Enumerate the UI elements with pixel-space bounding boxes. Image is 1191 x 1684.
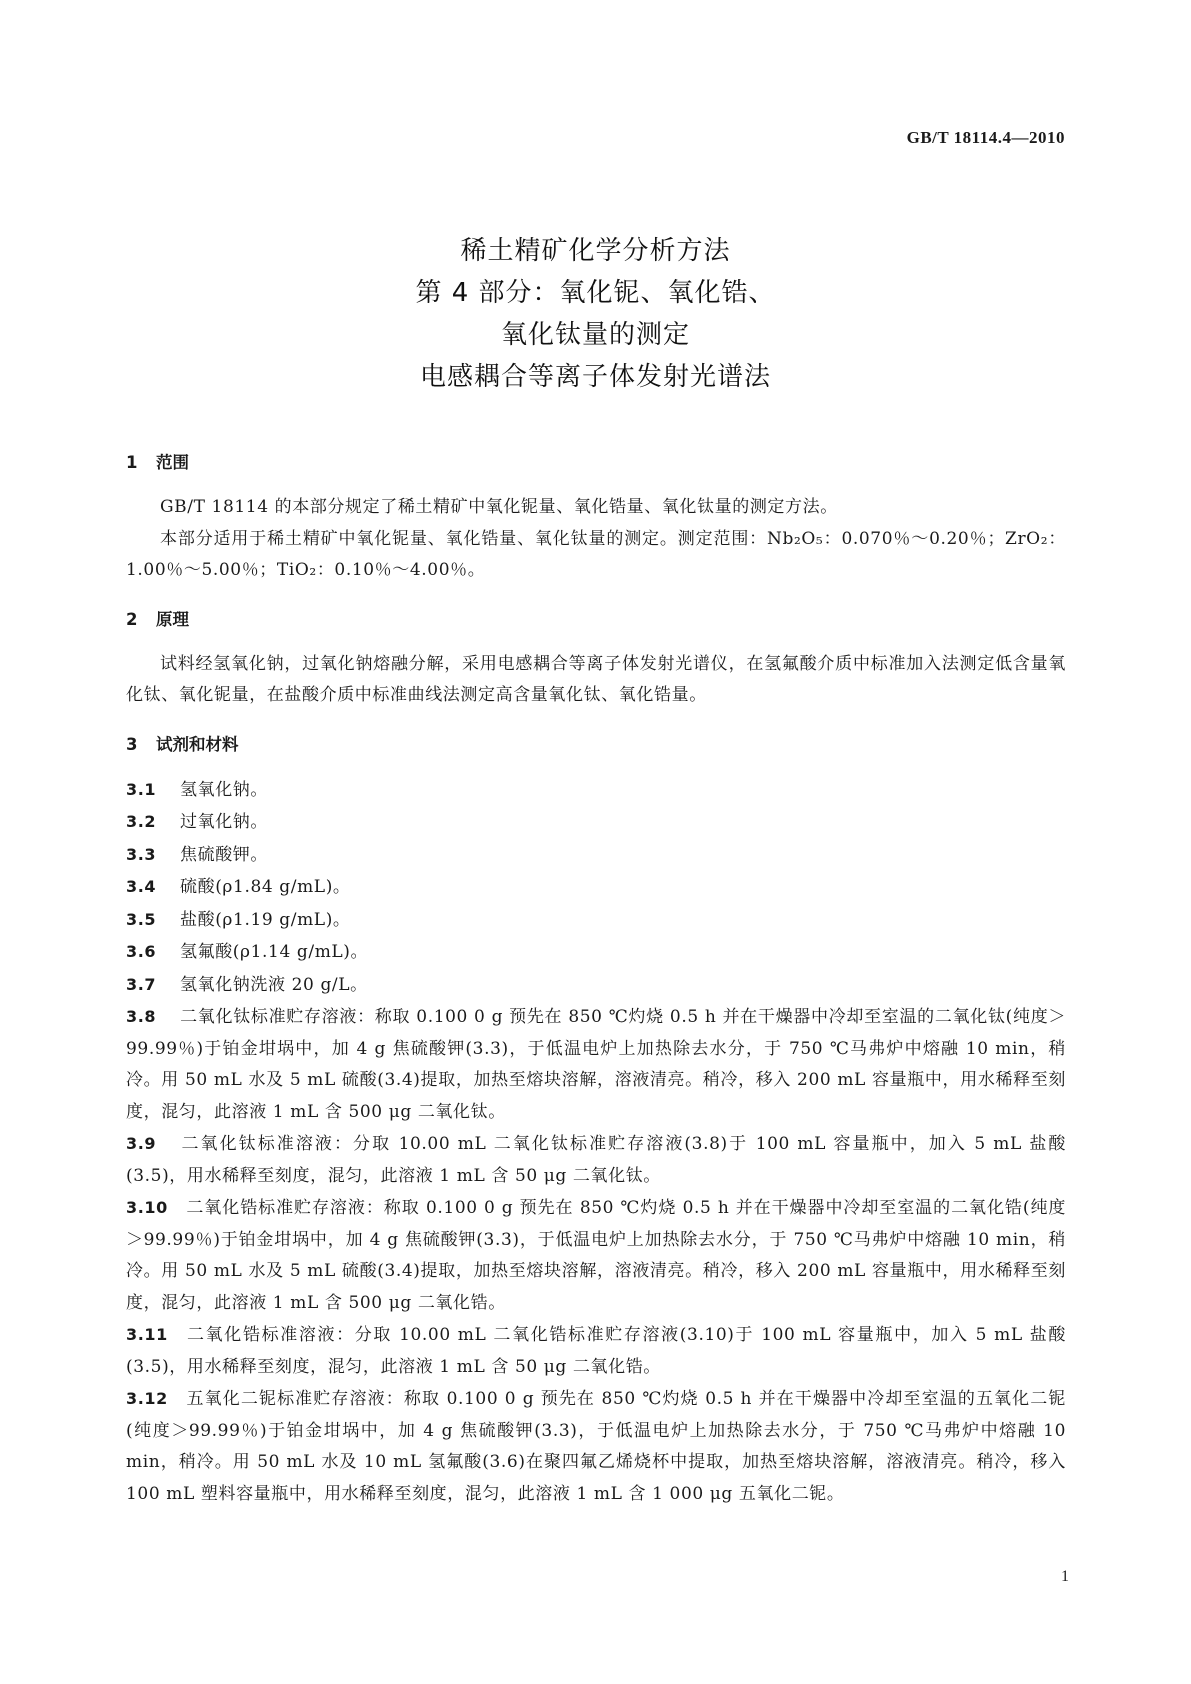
item-text: 二氧化锆标准贮存溶液：称取 0.100 0 g 预先在 850 ℃灼烧 0.5 h 并在干燥器中冷却至室温的二氧化锆(纯度＞99.99％)于铂金坩埚中，加 4 g 焦硫酸钾(3.3)，于低温电炉上加热除去水分，于 750 ℃马弗炉中熔融 10 min，稍冷。用 50 mL 水及 5 mL 硫酸(3.4)提取，加热至熔块溶解，溶液清亮。稍冷，移入 200 mL 容量瓶中，用水稀释至刻度，混匀，此溶液 1 mL 含 500 μg 二氧化锆。 bbox=[126, 1198, 1066, 1313]
reagent-item bbox=[126, 806, 1066, 839]
section-title: 范围 bbox=[156, 453, 189, 472]
standard-code: GB/T 18114.4—2010 bbox=[906, 128, 1065, 147]
title-line-2: 第 4 部分：氧化铌、氧化锆、 bbox=[415, 278, 776, 308]
reagent-item bbox=[126, 774, 1066, 807]
title-line-4: 电感耦合等离子体发射光谱法 bbox=[419, 362, 771, 392]
item-text: 焦硫酸钾。 bbox=[180, 844, 268, 865]
item-number: 3.6 bbox=[126, 942, 157, 961]
reagent-item bbox=[126, 1001, 1066, 1128]
title-line-3: 氧化钛量的测定 bbox=[500, 320, 690, 350]
item-number: 3.5 bbox=[126, 909, 157, 929]
reagent-item bbox=[126, 1383, 1066, 1510]
item-number: 3.4 bbox=[126, 877, 157, 896]
item-text: 氢氟酸(ρ1.14 g/mL)。 bbox=[180, 942, 369, 962]
section-heading-reagents bbox=[126, 730, 1066, 760]
item-number: 3.11 bbox=[126, 1325, 168, 1344]
reagent-item bbox=[126, 871, 1066, 904]
reagent-item bbox=[126, 936, 1066, 969]
item-number: 3.12 bbox=[126, 1389, 168, 1408]
reagent-item bbox=[126, 904, 1066, 937]
item-text: 过氧化钠。 bbox=[180, 812, 268, 832]
item-number: 3.9 bbox=[126, 1134, 157, 1153]
item-text: 五氧化二铌标准贮存溶液：称取 0.100 0 g 预先在 850 ℃灼烧 0.5 h 并在干燥器中冷却至室温的五氧化二铌(纯度＞99.99％)于铂金坩埚中，加 4 g 焦硫酸钾(3.3)，于低温电炉上加热除去水分，于 750 ℃马弗炉中熔融 10 min，稍冷。用 50 mL 水及 10 mL 氢氟酸(3.6)在聚四氟乙烯烧杯中提取，加热至熔块溶解，溶液清亮。稍冷，移入 100 mL 塑料容量瓶中，用水稀释至刻度，混匀，此溶液 1 mL 含 1 000 μg 五氧化二铌。 bbox=[126, 1389, 1066, 1504]
document-body bbox=[126, 448, 1066, 1510]
item-number: 3.7 bbox=[126, 974, 157, 994]
scope-paragraph-2: 本部分适用于稀土精矿中氧化铌量、氧化锆量、氧化钛量的测定。测定范围：Nb₂O₅：0.070％～0.20％；ZrO₂：1.00％～5.00％；TiO₂：0.10％～4.00％。 bbox=[126, 528, 1066, 580]
item-text: 二氧化钛标准溶液：分取 10.00 mL 二氧化钛标准贮存溶液(3.8)于 100 mL 容量瓶中，加入 5 mL 盐酸(3.5)，用水稀释至刻度，混匀，此溶液 1 mL 含 50 μg 二氧化钛。 bbox=[126, 1134, 1066, 1186]
reagent-item bbox=[126, 839, 1066, 872]
item-text: 盐酸(ρ1.19 g/mL)。 bbox=[180, 909, 351, 930]
item-number: 3.2 bbox=[126, 812, 157, 831]
item-number: 3.1 bbox=[126, 779, 157, 799]
item-text: 二氧化钛标准贮存溶液：称取 0.100 0 g 预先在 850 ℃灼烧 0.5 h 并在干燥器中冷却至室温的二氧化钛(纯度＞99.99％)于铂金坩埚中，加 4 g 焦硫酸钾(3.3)，于低温电炉上加热除去水分，于 750 ℃马弗炉中熔融 10 min，稍冷。用 50 mL 水及 5 mL 硫酸(3.4)提取，加热至熔块溶解，溶液清亮。稍冷，移入 200 mL 容量瓶中，用水稀释至刻度，混匀，此溶液 1 mL 含 500 μg 二氧化钛。 bbox=[126, 1007, 1066, 1122]
section-number: 1 bbox=[126, 453, 138, 472]
item-number: 3.10 bbox=[126, 1198, 168, 1217]
scope-paragraph-1: GB/T 18114 的本部分规定了稀土精矿中氧化铌量、氧化锆量、氧化钛量的测定方法。 bbox=[160, 497, 838, 517]
reagent-item bbox=[126, 969, 1066, 1002]
section-heading-scope bbox=[126, 448, 1066, 478]
item-text: 硫酸(ρ1.84 g/mL)。 bbox=[180, 877, 351, 897]
reagent-item bbox=[126, 1192, 1066, 1319]
section-heading-principle bbox=[126, 605, 1066, 635]
item-text: 氢氧化钠。 bbox=[180, 779, 268, 800]
page-number: 1 bbox=[1061, 1568, 1069, 1585]
reagent-item bbox=[126, 1319, 1066, 1383]
section-title: 试剂和材料 bbox=[156, 734, 239, 754]
item-number: 3.8 bbox=[126, 1007, 157, 1026]
principle-paragraph: 试料经氢氧化钠，过氧化钠熔融分解，采用电感耦合等离子体发射光谱仪，在氢氟酸介质中标准加入法测定低含量氧化钛、氧化铌量，在盐酸介质中标准曲线法测定高含量氧化钛、氧化锆量。 bbox=[126, 653, 1066, 705]
item-text: 二氧化锆标准溶液：分取 10.00 mL 二氧化锆标准贮存溶液(3.10)于 100 mL 容量瓶中，加入 5 mL 盐酸(3.5)，用水稀释至刻度，混匀，此溶液 1 mL 含 50 μg 二氧化锆。 bbox=[126, 1325, 1066, 1377]
section-title: 原理 bbox=[156, 609, 189, 629]
document-title bbox=[0, 230, 1191, 398]
section-number: 3 bbox=[126, 734, 138, 754]
item-text: 氢氧化钠洗液 20 g/L。 bbox=[180, 974, 368, 995]
title-line-1: 稀土精矿化学分析方法 bbox=[460, 236, 731, 266]
item-number: 3.3 bbox=[126, 844, 157, 864]
reagent-item bbox=[126, 1128, 1066, 1192]
section-number: 2 bbox=[126, 609, 138, 629]
